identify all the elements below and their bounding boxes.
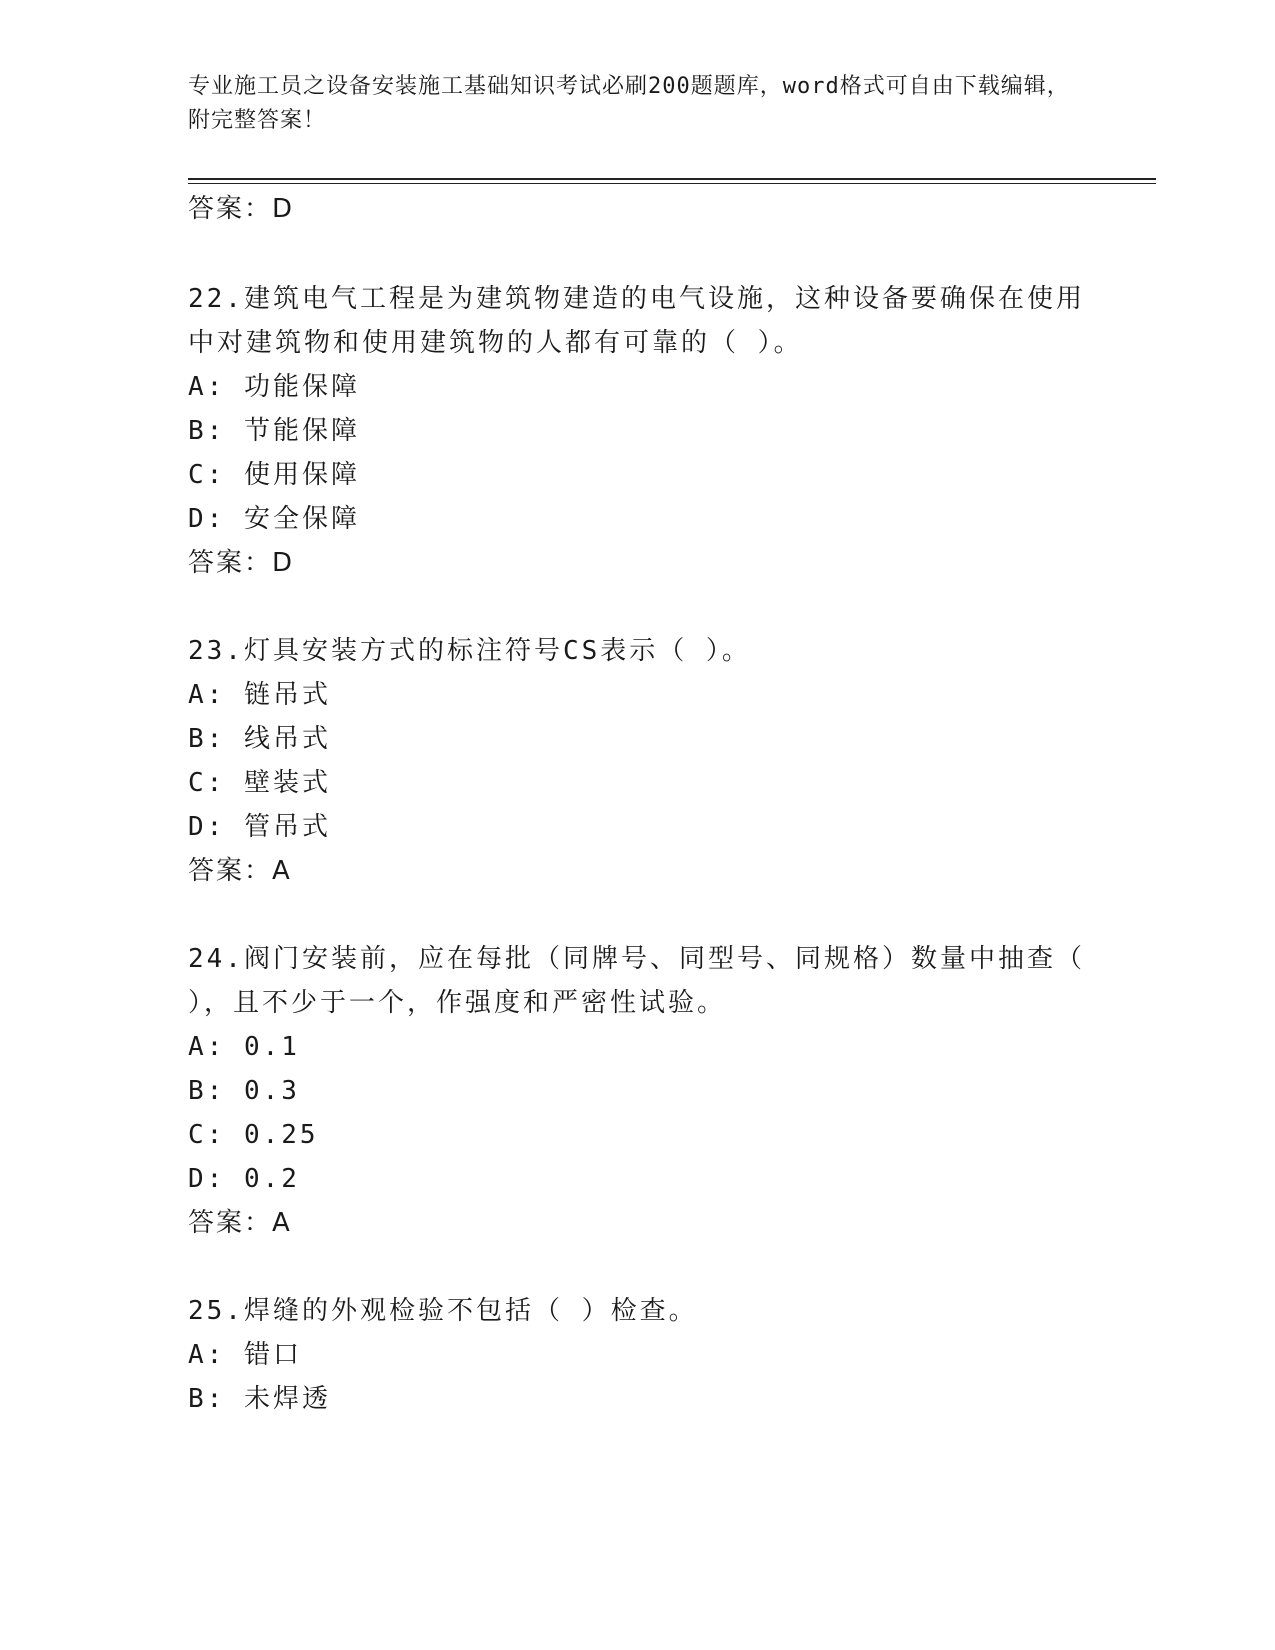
question-23-stem-line1: 23.灯具安装方式的标注符号CS表示（ ）。 [188,636,751,666]
question-23-option-a: A: 链吊式 [188,680,331,710]
question-25-option-a: A: 错口 [188,1340,302,1370]
question-24-option-a: A: 0.1 [188,1032,300,1062]
question-22-stem-line1: 22.建筑电气工程是为建筑物建造的电气设施，这种设备要确保在使用 [188,284,1085,314]
question-22-option-d: D: 安全保障 [188,504,360,534]
question-22-answer: 答案：D [188,548,295,578]
question-24-option-d: D: 0.2 [188,1164,300,1194]
question-25-option-b: B: 未焊透 [188,1384,331,1414]
question-23-option-d: D: 管吊式 [188,812,331,842]
question-22-option-c: C: 使用保障 [188,460,360,490]
question-23-option-c: C: 壁装式 [188,768,331,798]
question-24-answer: 答案：A [188,1208,292,1238]
question-22-option-b: B: 节能保障 [188,416,360,446]
question-24-option-c: C: 0.25 [188,1120,319,1150]
question-25-stem-line1: 25.焊缝的外观检验不包括（ ）检查。 [188,1296,698,1326]
header-rule-thick [188,178,1156,180]
question-23-answer: 答案：A [188,856,292,886]
header-rule-thin [188,183,1156,184]
question-24-stem-line1: 24.阀门安装前，应在每批（同牌号、同型号、同规格）数量中抽查（ [188,944,1085,974]
answer-21: 答案：D [188,194,295,224]
question-24-stem-line2: ），且不少于一个，作强度和严密性试验。 [188,988,727,1018]
question-24-option-b: B: 0.3 [188,1076,300,1106]
question-22-stem-line2: 中对建筑物和使用建筑物的人都有可靠的（ ）。 [188,328,803,358]
question-23-option-b: B: 线吊式 [188,724,331,754]
question-22-option-a: A: 功能保障 [188,372,360,402]
document-header: 专业施工员之设备安装施工基础知识考试必刷200题题库，word格式可自由下载编辑，附完整答案！ [188,74,1070,133]
